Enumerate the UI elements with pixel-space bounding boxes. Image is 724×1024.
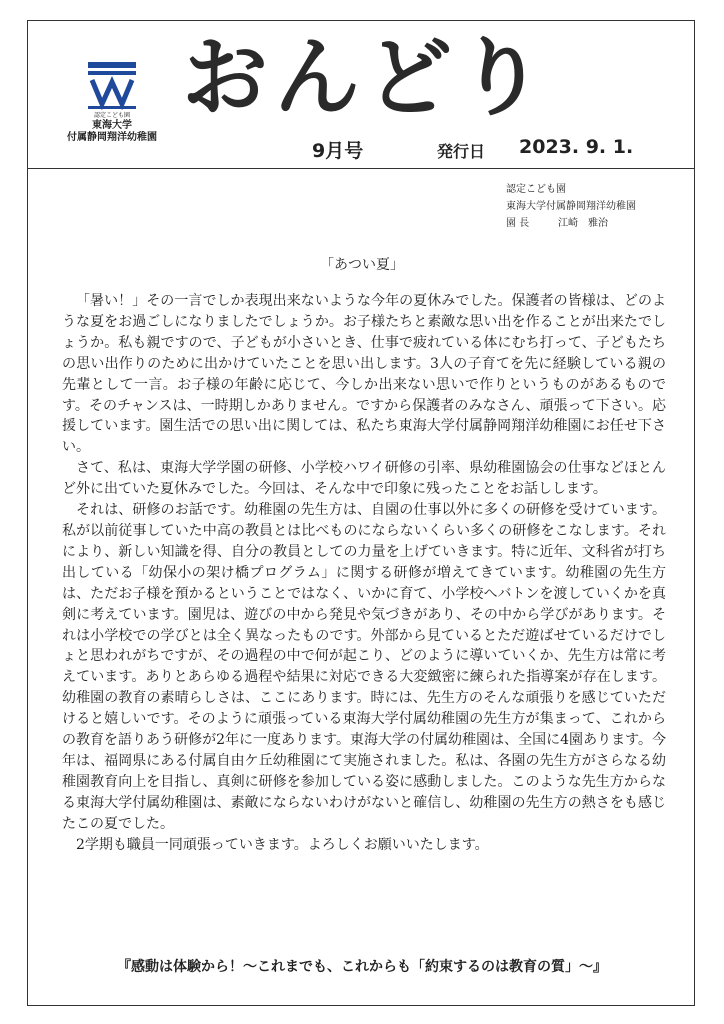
motto: 『感動は体験から！～これまでも、これからも「約束するのは教育の質」～』 bbox=[117, 959, 607, 975]
sender-line-1: 認定こども園 bbox=[506, 184, 566, 195]
article-paragraph: 「暑い！」その一言でしか表現出来ないような今年の夏休みでした。保護者の皆様は、どのような夏をお過ごしになりましたでしょうか。お子様たちと素敵な思い出を作ることが出来たでしょうか。私も親ですので、子どもが小さいとき、仕事で疲れている体にむち打って、子どもたちの思い出作りのために出かけていたことを思い出します。3人の子育てを先に経験している親の先輩として一言。お子様の年齢に応じて、今しか出来ない思いで作りというものがあるものです。そのチャンスは、一時期しかありません。ですから保護者のみなさん、頑張って下さい。応援しています。園生活での思い出に関しては、私たち東海大学付属静岡翔洋幼稚園にお任せ下さい。 bbox=[62, 293, 666, 456]
logo-small-text: 認定こども園 bbox=[93, 112, 130, 119]
article-body bbox=[62, 291, 666, 855]
issue-date-label: 発行日 bbox=[437, 142, 486, 161]
article-paragraph: それは、研修のお話です。幼稚園の先生方は、自園の仕事以外に多くの研修を受けています。私が以前従事していた中高の教員とは比べものにならないくらい多くの研修をこなします。それにより、新しい知識を得、自分の教員としての力量を上げていきます。特に近年、文科省が打ち出している「幼保小の架け橋プログラム」に関する研修が増えてきています。幼稚園の先生方は、ただお子様を預かるということではなく、いかに育て、小学校へバトンを渡していくかを真剣に考えています。園児は、遊びの中から発見や気づきがあり、その中から学びがあります。それは小学校での学びとは全く異なったものです。外部から見ているとただ遊ばせているだけでしょと思われがちですが、その過程の中で何が起こり、どのように導いていくか、先生方は常に考えています。ありとあらゆる過程や結果に対応できる大変緻密に練られた指導案が存在します。幼稚園の教育の素晴らしさは、ここにあります。時には、先生方のそんな頑張りを感じていただけると嬉しいです。そのように頑張っている東海大学付属幼稚園の先生方が集まって、これからの教育を語りあう研修が2年に一度あります。東海大学の付属幼稚園は、全国に4園あります。今年は、福岡県にある付属自由ケ丘幼稚園にて実施されました。私は、各園の先生方がさらなる幼稚園教育向上を目指し、真剣に研修を参加している姿に感動しました。このような先生方からなる東海大学付属幼稚園は、素敵にならないわけがないと確信し、幼稚園の先生方の熱さをも感じたこの夏でした。 bbox=[62, 502, 666, 832]
article-paragraph: 2学期も職員一同頑張っていきます。よろしくお願いいたします。 bbox=[76, 836, 489, 853]
logo-university: 東海大学 bbox=[92, 120, 132, 131]
sender-signature bbox=[506, 215, 636, 232]
sender-line-2: 東海大学付属静岡翔洋幼稚園 bbox=[506, 201, 636, 212]
header-divider bbox=[27, 168, 695, 169]
sender-role: 園 長 bbox=[506, 218, 530, 229]
issue-number: 9月号 bbox=[312, 140, 364, 162]
logo-school-name: 付属静岡翔洋幼稚園 bbox=[67, 132, 157, 143]
article-paragraph: さて、私は、東海大学学園の研修、小学校ハワイ研修の引率、県幼稚園協会の仕事などほとんど外に出ていた夏休みでした。今回は、そんな中で印象に残ったことをお話しします。 bbox=[62, 460, 666, 498]
school-logo bbox=[62, 60, 162, 144]
issue-date: 2023. 9. 1. bbox=[519, 136, 634, 158]
newsletter-title: おんどり bbox=[182, 28, 550, 128]
sender-name: 江崎 雅治 bbox=[558, 218, 608, 229]
school-logo-mark-icon bbox=[84, 60, 140, 110]
sender-block bbox=[506, 181, 636, 232]
article-title: 「あつい夏」 bbox=[320, 257, 404, 273]
